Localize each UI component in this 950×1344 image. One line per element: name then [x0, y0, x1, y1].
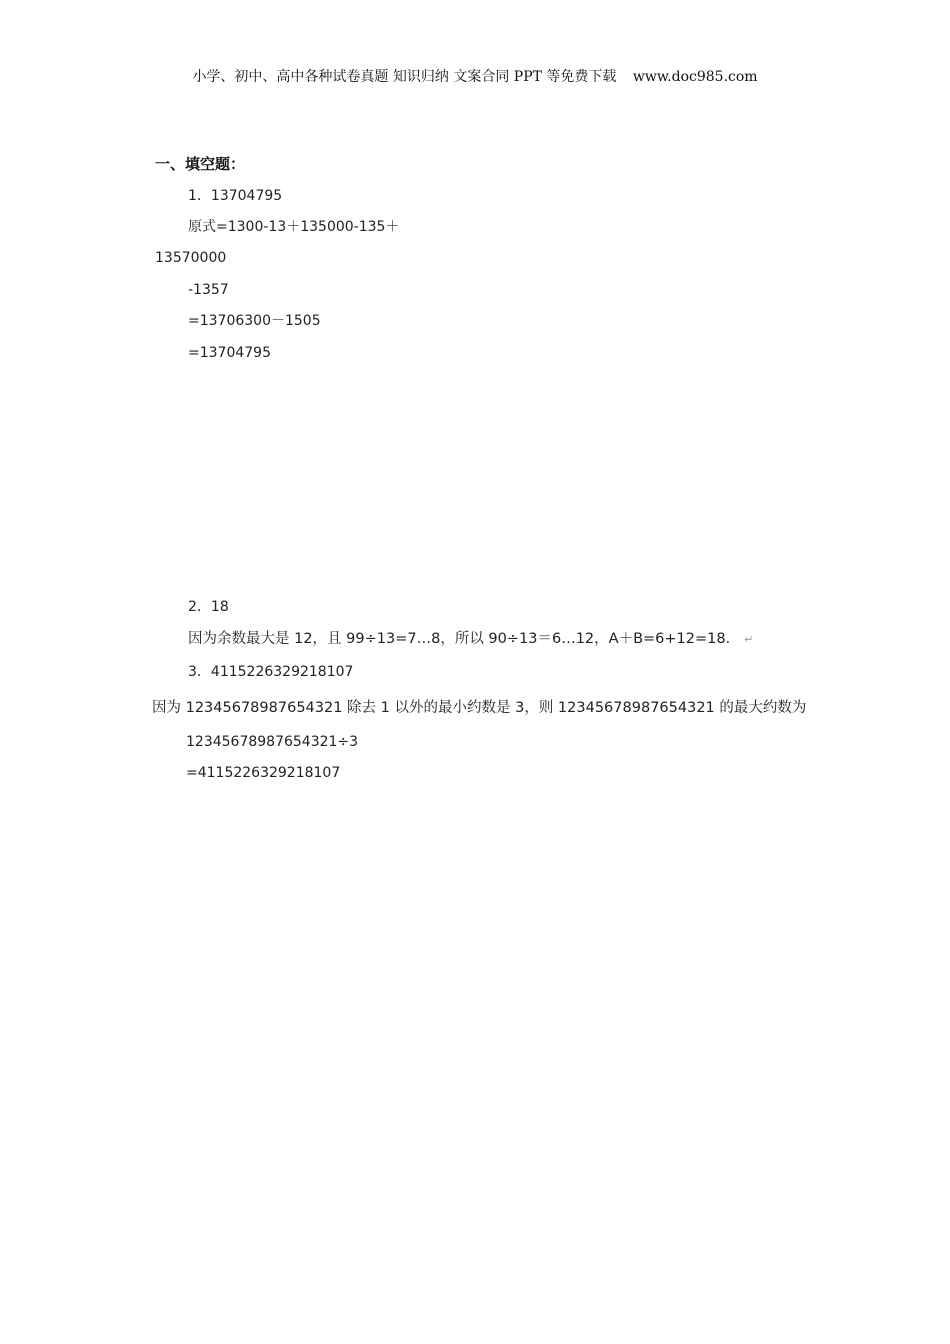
- q1-step-5: =13704795: [188, 345, 271, 361]
- q1-answer: 1．13704795: [188, 188, 283, 204]
- q1-step-2: 13570000: [155, 250, 227, 266]
- page-header: [0, 66, 950, 86]
- header-text: 小学、初中、高中各种试卷真题 知识归纳 文案合同 PPT 等免费下载: [192, 69, 617, 85]
- q1-step-3: -1357: [188, 282, 229, 298]
- q1-step-4: =13706300－1505: [188, 313, 321, 329]
- q2-explanation-text: 因为余数最大是 12，且 99÷13=7…8，所以 90÷13＝6…12，A＋B=6+12=18．: [188, 631, 741, 647]
- q3-explanation: 因为 12345678987654321 除去 1 以外的最小约数是 3，则 12345678987654321 的最大约数为: [152, 700, 807, 716]
- q3-step-1: 12345678987654321÷3: [186, 734, 359, 750]
- return-mark-icon: ↵: [744, 633, 754, 646]
- q3-answer: 3．4115226329218107: [188, 664, 354, 680]
- q2-answer: 2．18: [188, 599, 229, 615]
- q3-step-2: =4115226329218107: [186, 765, 341, 781]
- q1-step-1: 原式=1300-13＋135000-135＋: [188, 219, 400, 235]
- q2-explanation: [188, 630, 753, 649]
- header-url[interactable]: www.doc985.com: [632, 69, 758, 85]
- section-title: 一、填空题：: [155, 155, 246, 173]
